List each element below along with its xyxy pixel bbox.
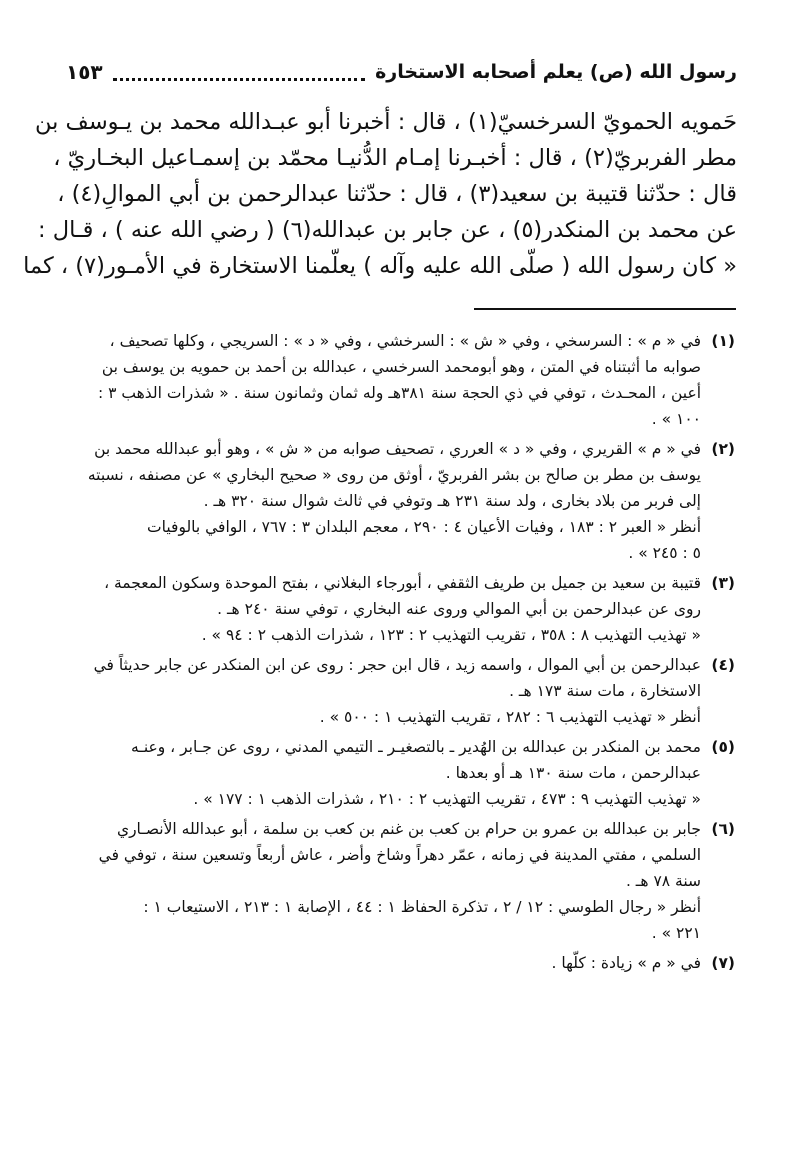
footnote-body bbox=[70, 816, 701, 946]
footnote-line: روى عن عبدالرحمن بن أبي الموالي وروى عنه البخاري ، توفي سنة ٢٤٠ هـ . bbox=[217, 600, 701, 618]
footnote-6 bbox=[70, 816, 735, 946]
footnote-source: « تهذيب التهذيب ٩ : ٤٧٣ ، تقريب التهذيب ٢ : ٢١٠ ، شذرات الذهب ١ : ١٧٧ » . bbox=[193, 790, 701, 808]
footnote-line: أعين ، المحـدث ، توفي في ذي الحجة سنة ٣٨١هـ وله ثمان وثمانون سنة . « شذرات الذهب ٣ : bbox=[97, 384, 701, 402]
footnote-line: سنة ٧٨ هـ . bbox=[625, 872, 701, 890]
footnote-line: إلى فربر من بلاد بخارى ، ولد سنة ٢٣١ هـ وتوفي في ثالث شوال سنة ٣٢٠ هـ . bbox=[203, 492, 701, 510]
footnote-line: عبدالرحمن بن أبي الموال ، واسمه زيد ، قال ابن حجر : روى عن ابن المنكدر عن جابر حديثاً في bbox=[93, 656, 701, 674]
footnote-body bbox=[70, 570, 701, 648]
main-text-line: مطر الفربريّ(٢) ، قال : أخبـرنا إمـام الدُّنيـا محمّد بن إسمـاعيل البخـاريّ ، bbox=[53, 145, 737, 171]
footnotes bbox=[70, 328, 735, 980]
page-number: ١٥٣ bbox=[66, 60, 103, 84]
main-text-line: حَمويه الحمويّ السرخسيّ(١) ، قال : أخبرنا أبو عبـدالله محمد بن يـوسف بن bbox=[35, 109, 737, 135]
footnote-line: الاستخارة ، مات سنة ١٧٣ هـ . bbox=[509, 682, 701, 700]
main-text-line: « كان رسول الله ( صلّى الله عليه وآله ) يعلّمنا الاستخارة في الأمـور(٧) ، كما bbox=[23, 253, 737, 279]
running-header bbox=[66, 52, 737, 92]
footnote-line: صوابه ما أثبتناه في المتن ، وهو أبومحمد السرخسي ، عبدالله بن أحمد بن حمويه بن يوسف بن bbox=[101, 358, 701, 376]
footnote-7 bbox=[70, 950, 735, 976]
footnote-line: عبدالرحمن ، مات سنة ١٣٠ هـ أو بعدها . bbox=[445, 764, 701, 782]
footnote-separator bbox=[474, 308, 736, 310]
footnote-4 bbox=[70, 652, 735, 730]
footnote-source: « تهذيب التهذيب ٨ : ٣٥٨ ، تقريب التهذيب ٢ : ١٢٣ ، شذرات الذهب ٢ : ٩٤ » . bbox=[201, 626, 701, 644]
footnote-line: السلمي ، مفتي المدينة في زمانه ، عمّر دهراً وشاخ وأضر ، عاش أربعاً وتسعين سنة ، توفي في bbox=[98, 846, 701, 864]
footnote-3 bbox=[70, 570, 735, 648]
footnote-number: (٢) bbox=[711, 440, 735, 458]
footnote-line: في « م » زيادة : كلّها . bbox=[551, 954, 701, 972]
footnote-body bbox=[70, 652, 701, 730]
footnote-number: (٥) bbox=[711, 738, 735, 756]
footnote-body bbox=[70, 734, 701, 812]
footnote-source: أنظر « رجال الطوسي : ١٢ / ٢ ، تذكرة الحفاظ ١ : ٤٤ ، الإصابة ١ : ٢١٣ ، الاستيعاب ١ : bbox=[143, 898, 701, 916]
footnote-number: (٧) bbox=[711, 954, 735, 972]
footnote-body bbox=[70, 328, 701, 432]
footnote-line: محمد بن المنكدر بن عبدالله بن الهُدير ـ بالتصغيـر ـ التيمي المدني ، روى عن جـابر ، وعنـه bbox=[130, 738, 701, 756]
footnote-number: (١) bbox=[711, 332, 735, 350]
footnote-line: جابر بن عبدالله بن عمرو بن حرام بن كعب بن غنم بن كعب بن سلمة ، أبو عبدالله الأنصـاري bbox=[116, 820, 701, 838]
main-text-line: قال : حدّثنا قتيبة بن سعيد(٣) ، قال : حدّثنا عبدالرحمن بن أبي الموالِ(٤) ، bbox=[57, 181, 737, 207]
footnote-body bbox=[70, 950, 701, 976]
footnote-number: (٤) bbox=[711, 656, 735, 674]
footnote-line: في « م » القريري ، وفي « د » العرري ، تصحيف صوابه من « ش » ، وهو أبو عبدالله محمد بن bbox=[94, 440, 701, 458]
footnote-5 bbox=[70, 734, 735, 812]
header-dot-leader bbox=[113, 75, 365, 81]
footnote-source: ٥ : ٢٤٥ » . bbox=[628, 544, 701, 562]
footnote-line: في « م » : السرسخي ، وفي « ش » : السرخشي ، وفي « د » : السريجي ، وكلها تصحيف ، bbox=[109, 332, 701, 350]
footnote-number: (٣) bbox=[711, 574, 735, 592]
footnote-number: (٦) bbox=[711, 820, 735, 838]
footnote-source: ٢٢١ » . bbox=[651, 924, 701, 942]
footnote-line: يوسف بن مطر بن صالح بن بشر الفربريّ ، أوثق من روى « صحيح البخاري » عن مصنفه ، نسبته bbox=[87, 466, 701, 484]
footnote-source: أنظر « تهذيب التهذيب ٦ : ٢٨٢ ، تقريب التهذيب ١ : ٥٠٠ » . bbox=[319, 708, 701, 726]
header-title: رسول الله (ص) يعلم أصحابه الاستخارة bbox=[375, 61, 737, 83]
main-text-line: عن محمد بن المنكدر(٥) ، عن جابر بن عبدالله(٦) ( رضي الله عنه ) ، قـال : bbox=[38, 217, 737, 243]
footnote-2 bbox=[70, 436, 735, 566]
main-text bbox=[23, 104, 737, 284]
footnote-line: ١٠٠ » . bbox=[651, 410, 701, 428]
footnote-source: أنظر « العبر ٢ : ١٨٣ ، وفيات الأعيان ٤ : ٢٩٠ ، معجم البلدان ٣ : ٧٦٧ ، الوافي بالوفيات bbox=[147, 518, 701, 536]
footnote-1 bbox=[70, 328, 735, 432]
footnote-body bbox=[70, 436, 701, 566]
footnote-line: قتيبة بن سعيد بن جميل بن طريف الثقفي ، أبورجاء البغلاني ، بفتح الموحدة وسكون المعجمة ، bbox=[104, 574, 701, 592]
